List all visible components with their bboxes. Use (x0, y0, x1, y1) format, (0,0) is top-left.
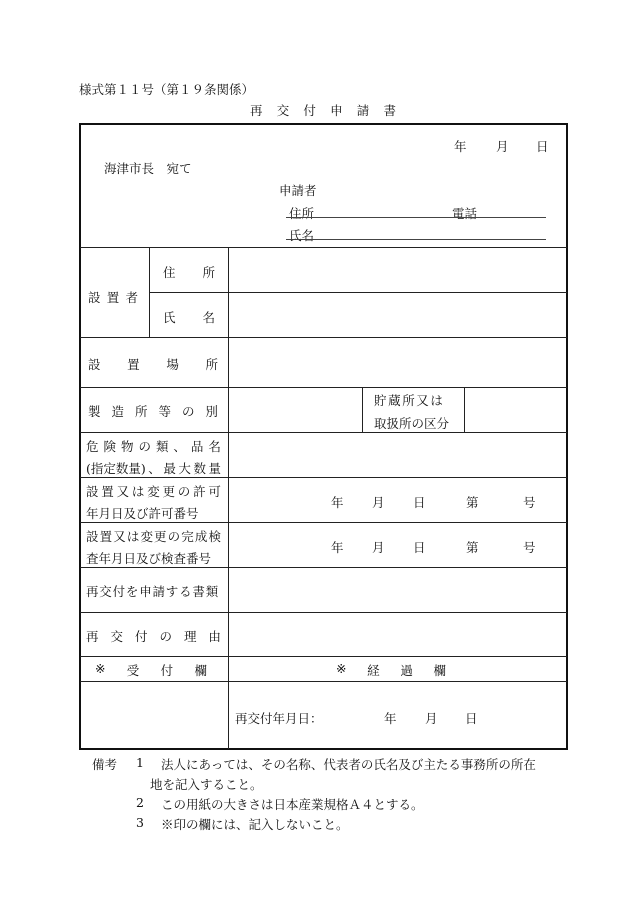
applicant-name-label: 氏名 (289, 228, 315, 243)
row-divider (80, 337, 567, 338)
note-1-text-cont: 地を記入すること。 (150, 777, 263, 792)
row-divider (80, 522, 567, 523)
label-char: 検 (208, 529, 221, 544)
row-divider (80, 656, 567, 657)
label-char: 理 (183, 629, 197, 644)
title-char: 付 (303, 103, 316, 118)
label-char: 変 (147, 484, 160, 499)
label-char: 所 (202, 265, 215, 280)
label-char: 付 (134, 629, 148, 644)
label-char: 再 (86, 629, 99, 644)
storage-class-label-line1: 貯蔵所又は (374, 393, 445, 408)
label-char: の (138, 439, 151, 454)
label-char: 造 (111, 404, 124, 419)
label-char: 変 (140, 529, 153, 544)
label-char: 過 (400, 663, 413, 678)
form-title (250, 101, 396, 119)
applicant-address-line (286, 217, 546, 218)
installer-name-label (163, 308, 215, 326)
storage-class-label-line2: 取扱所の区分 (374, 416, 450, 431)
row-divider (80, 681, 567, 682)
row-divider (80, 612, 567, 613)
title-char: 交 (276, 103, 290, 118)
note-2-text: この用紙の大きさは日本産業規格Ａ４とする。 (161, 797, 424, 812)
label-char: 設 (88, 290, 101, 305)
facility-type-label (88, 402, 218, 420)
label-char: は (126, 529, 140, 544)
label-char: 置 (127, 357, 140, 372)
reissue-month: 月 (425, 711, 438, 726)
label-char: 名 (208, 439, 221, 454)
note-3-number: 3 (136, 815, 144, 830)
label-char: 危 (86, 439, 99, 454)
note-3-text: ※印の欄には、記入しないこと。 (161, 817, 349, 832)
date-day-label: 日 (536, 139, 549, 154)
inspection-month: 月 (372, 540, 385, 555)
label-char: 受 (126, 663, 140, 678)
permit-label-line2: 年月日及び許可番号 (86, 506, 199, 521)
inspection-number-suffix: 号 (523, 540, 536, 555)
label-char: 所 (134, 404, 148, 419)
notes-label: 備考 (92, 757, 118, 772)
label-char: 設 (88, 357, 101, 372)
label-char: 、 (173, 439, 186, 454)
location-label (88, 355, 218, 373)
applicant-label: 申請者 (279, 183, 317, 198)
title-char: 書 (383, 103, 396, 118)
note-1-number: 1 (136, 755, 144, 770)
progress-column-label (336, 661, 446, 679)
permit-number-suffix: 号 (523, 495, 536, 510)
column-divider (149, 247, 150, 337)
label-char: 欄 (433, 663, 446, 678)
label-char: の (177, 484, 191, 499)
row-divider (149, 292, 567, 293)
label-char: 付 (160, 663, 174, 678)
row-divider (80, 387, 567, 388)
label-char: 経 (367, 663, 380, 678)
label-char: 更 (154, 529, 167, 544)
hazard-label-line1 (86, 437, 221, 455)
label-char: 所 (205, 357, 218, 372)
label-char: は (131, 484, 145, 499)
label-char: 又 (116, 484, 130, 499)
inspection-day: 日 (413, 540, 426, 555)
permit-label-line1 (86, 482, 221, 500)
permit-month: 月 (372, 495, 385, 510)
label-char: 別 (205, 404, 218, 419)
label-char: 欄 (194, 663, 207, 678)
form-number: 様式第１１号（第１９条関係） (79, 82, 255, 97)
label-char: の (159, 629, 172, 644)
label-char: 又 (113, 529, 126, 544)
applicant-name-line (286, 239, 546, 240)
title-char: 請 (356, 103, 370, 118)
label-char: 設 (86, 529, 99, 544)
date-month-label: 月 (496, 139, 509, 154)
label-char: 品 (190, 439, 204, 454)
label-char: 大 (178, 461, 191, 476)
note-2-number: 2 (136, 795, 144, 810)
label-char: 氏 (163, 310, 176, 325)
title-char: 再 (250, 103, 263, 118)
label-char: 、 (148, 461, 161, 476)
label-char: 等 (158, 404, 171, 419)
label-char: 者 (125, 290, 138, 305)
label-char: の (181, 404, 195, 419)
label-char: ※ (95, 661, 106, 676)
reception-column-label (95, 661, 207, 679)
column-divider (228, 247, 229, 749)
label-char: ※ (336, 661, 347, 676)
label-char: 名 (202, 310, 215, 325)
permit-day: 日 (413, 495, 426, 510)
label-char: 製 (88, 404, 101, 419)
row-divider (80, 477, 567, 478)
label-char: 場 (166, 357, 179, 372)
label-char: 最 (163, 461, 176, 476)
label-char: 数 (193, 461, 206, 476)
inspection-label-line2: 査年月日及び検査番号 (86, 551, 212, 566)
column-divider (362, 387, 363, 432)
permit-year: 年 (331, 495, 344, 510)
reason-label (86, 627, 221, 645)
permit-number-prefix: 第 (466, 495, 479, 510)
title-char: 申 (330, 103, 343, 118)
label-char: 由 (208, 629, 221, 644)
label-char: 住 (163, 265, 176, 280)
label-char: (指定数量) (86, 461, 146, 476)
label-char: 設 (86, 484, 99, 499)
reissue-day: 日 (465, 711, 478, 726)
label-char: 成 (194, 529, 208, 544)
documents-label: 再交付を申請する書類 (86, 584, 220, 599)
label-char: 許 (193, 484, 206, 499)
date-year-label: 年 (454, 139, 467, 154)
label-char: 置 (101, 484, 114, 499)
label-char: 類 (155, 439, 169, 454)
addressee: 海津市長 宛て (104, 161, 192, 176)
label-char: 可 (208, 484, 221, 499)
row-divider (80, 247, 567, 248)
label-char: 険 (103, 439, 116, 454)
label-char: 交 (110, 629, 123, 644)
inspection-label-line1 (86, 527, 221, 545)
row-divider (80, 432, 567, 433)
label-char: 置 (106, 290, 120, 305)
inspection-year: 年 (331, 540, 344, 555)
label-char: の (167, 529, 181, 544)
label-char: 更 (162, 484, 175, 499)
applicant-address-label: 住所 (289, 206, 315, 221)
applicant-phone-label: 電話 (452, 206, 478, 221)
installer-address-label (163, 263, 215, 281)
label-char: 量 (208, 461, 221, 476)
hazard-label-line2 (86, 459, 221, 477)
reissue-date-label: 再交付年月日： (235, 711, 323, 726)
label-char: 完 (181, 529, 194, 544)
label-char: 物 (120, 439, 134, 454)
note-1-text: 法人にあっては、その名称、代表者の氏名及び主たる事務所の所在 (161, 757, 536, 772)
label-char: 置 (99, 529, 113, 544)
row-divider (80, 567, 567, 568)
reissue-year: 年 (384, 711, 397, 726)
column-divider (464, 387, 465, 432)
installer-label (88, 288, 138, 306)
inspection-number-prefix: 第 (466, 540, 479, 555)
